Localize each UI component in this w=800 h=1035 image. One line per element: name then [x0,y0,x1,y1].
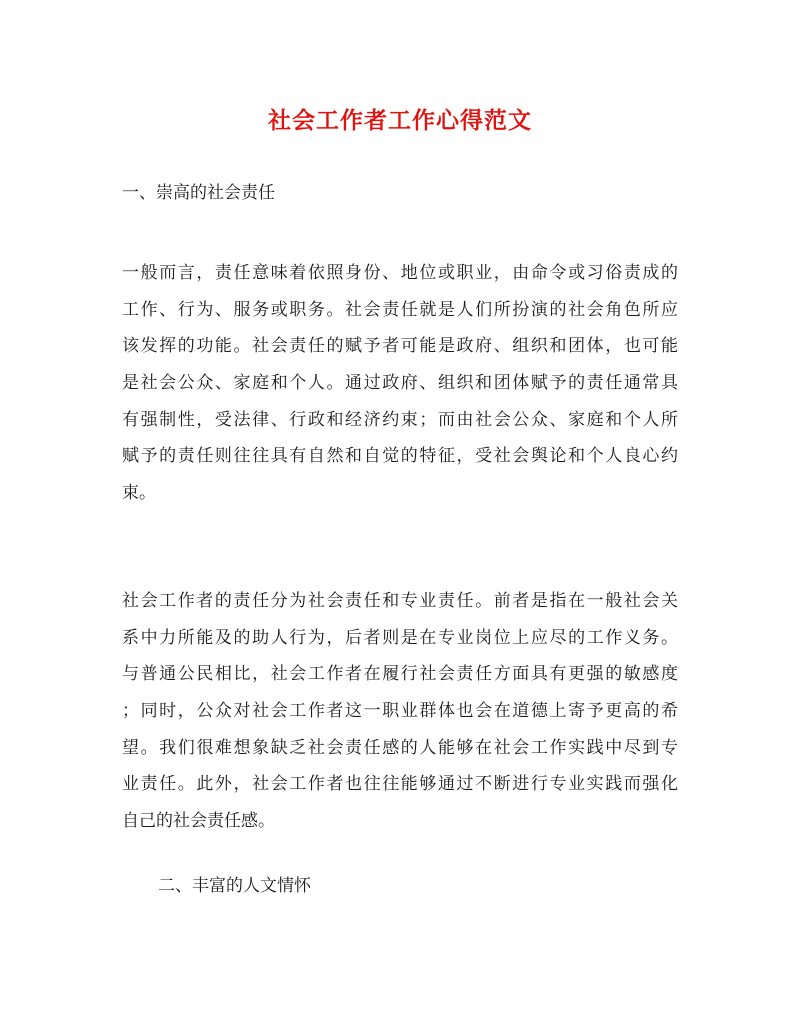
document-title: 社会工作者工作心得范文 [268,107,532,134]
paragraph-line: 自己的社会责任感。 [122,811,275,832]
section-heading-2: 二、丰富的人文情怀 [158,876,311,896]
paragraph-line: 是社会公众、家庭和个人。通过政府、组织和团体赋予的责任通常具 [122,373,678,394]
paragraph-line: 望。我们很难想象缺乏社会责任感的人能够在社会工作实践中尽到专 [122,737,678,758]
paragraph-line: 该发挥的功能。社会责任的赋予者可能是政府、组织和团体，也可能 [122,336,678,357]
paragraph-line: 工作、行为、服务或职务。社会责任就是人们所扮演的社会角色所应 [122,299,678,320]
paragraph-line: 有强制性，受法律、行政和经济约束；而由社会公众、家庭和个人所 [122,409,678,430]
paragraph-line: ；同时，公众对社会工作者这一职业群体也会在道德上寄予更高的希 [122,701,678,722]
paragraph-line: 一般而言，责任意味着依照身份、地位或职业，由命令或习俗责成的 [122,263,678,283]
paragraph-line: 与普通公民相比，社会工作者在履行社会责任方面具有更强的敏感度 [122,664,678,685]
paragraph-line: 系中力所能及的助人行为，后者则是在专业岗位上应尽的工作义务。 [122,627,678,648]
paragraph-line: 束。 [122,483,156,504]
paragraph-2 [122,583,682,840]
section-heading-1: 一、崇高的社会责任 [122,183,275,203]
paragraph-1 [122,255,682,512]
paragraph-line: 社会工作者的责任分为社会责任和专业责任。前者是指在一般社会关 [122,591,678,611]
paragraph-line: 赋予的责任则往往具有自然和自觉的特征，受社会舆论和个人良心约 [122,446,678,467]
paragraph-line: 业责任。此外，社会工作者也往往能够通过不断进行专业实践而强化 [122,774,678,795]
